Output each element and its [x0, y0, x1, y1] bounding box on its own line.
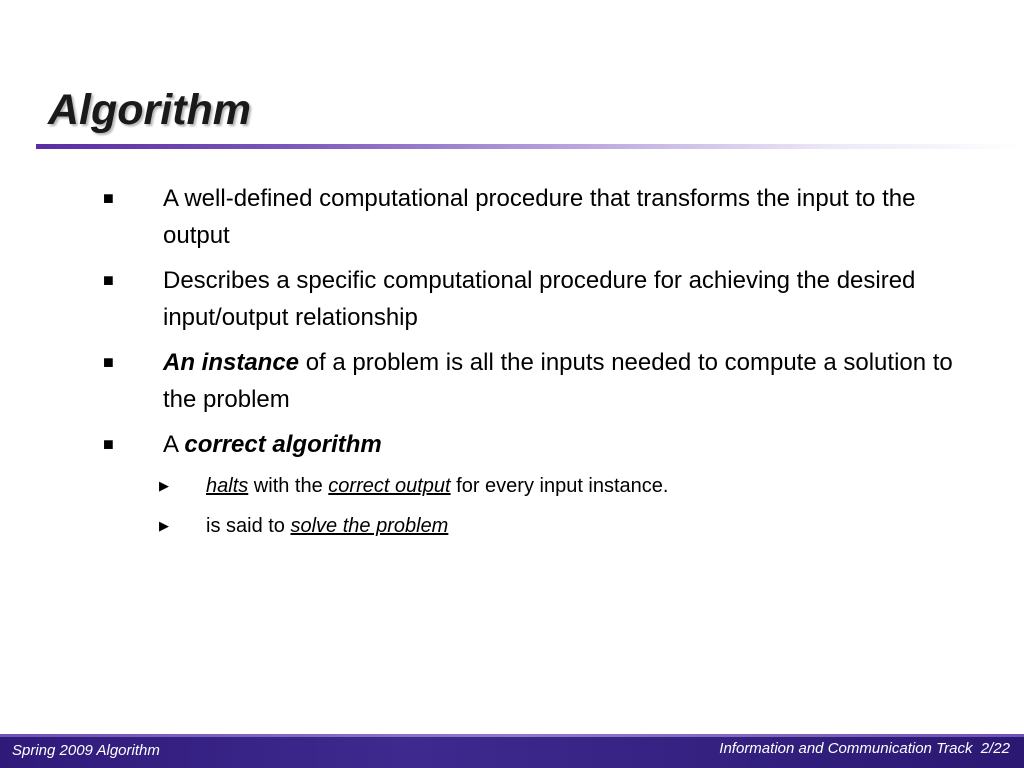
sub-bullet-item: [100, 511, 960, 541]
emphasis-term: An instance: [163, 349, 300, 376]
underlined-term: solve the problem: [290, 515, 449, 537]
bullet-item: [100, 262, 960, 336]
square-bullet-icon: ■: [103, 434, 114, 454]
sub-bullet-text: is said to: [206, 515, 291, 537]
triangle-bullet-icon: ▶: [159, 478, 169, 493]
square-bullet-icon: ■: [103, 352, 114, 372]
sub-bullet-item: [100, 471, 960, 501]
title-divider: [36, 144, 1024, 149]
sub-bullet-text: for every input instance.: [450, 475, 669, 497]
bullet-text: A: [163, 431, 185, 458]
bullet-text: Describes a specific computational procedure for achieving the desired input/output relationship: [163, 267, 916, 331]
square-bullet-icon: ■: [103, 270, 114, 290]
bullet-item: [100, 426, 960, 463]
bullet-item: [100, 344, 960, 418]
bullet-text: of a problem is all the inputs needed to compute a solution to the problem: [163, 349, 953, 413]
bullet-item: [100, 180, 960, 254]
underlined-term: halts: [206, 475, 249, 497]
square-bullet-icon: ■: [103, 188, 114, 208]
footer-course-label: Spring 2009 Algorithm: [12, 742, 160, 759]
slide-title: Algorithm: [48, 86, 252, 134]
footer-page-label: Information and Communication Track 2/22: [719, 740, 1010, 757]
emphasis-term: correct algorithm: [184, 431, 382, 458]
bullet-text: A well-defined computational procedure that transforms the input to the output: [163, 185, 916, 249]
triangle-bullet-icon: ▶: [159, 518, 169, 533]
underlined-term: correct output: [328, 475, 451, 497]
footer-divider: [0, 734, 1024, 737]
slide-content: [100, 180, 960, 551]
sub-bullet-text: with the: [248, 475, 329, 497]
